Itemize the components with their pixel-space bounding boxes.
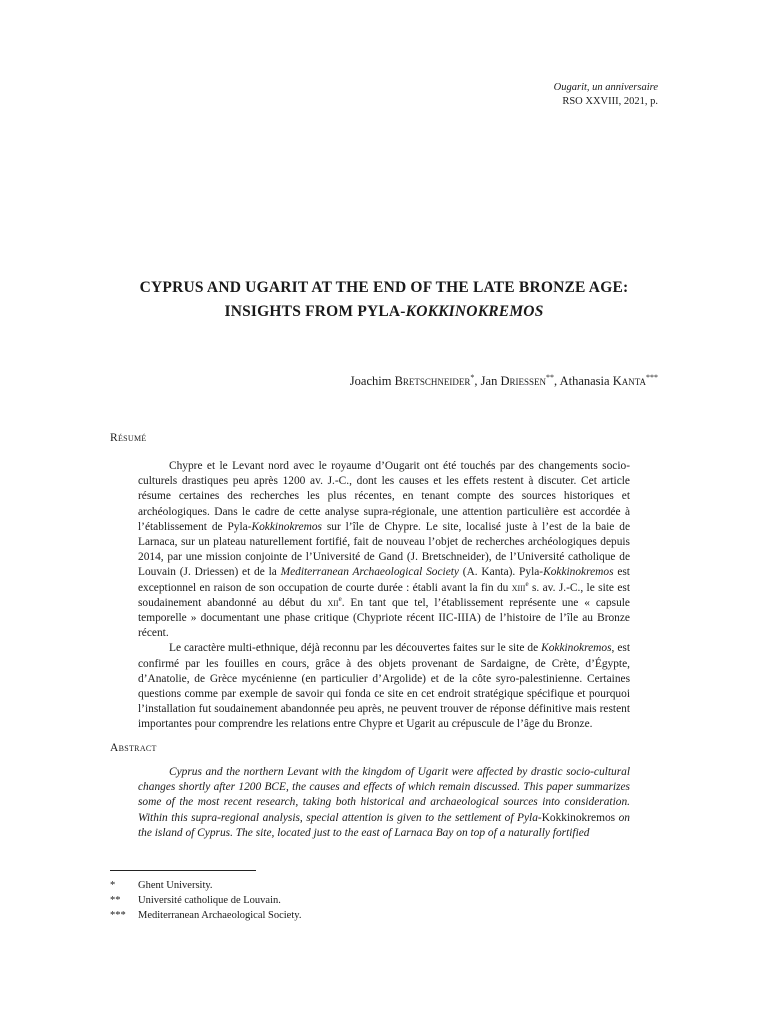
abstract-paragraph-1: Cyprus and the northern Levant with the kingdom of Ugarit were affected by drastic socio-cultural changes shortly after 1200 BCE, the causes and effects of which remain discussed. This paper summarizes some of the most recent research, taking both historical and archaeological sources into consideration. Within this supra-regional analysis, special attention is given to the settlement of Pyla-Kokkinokremos on the island of Cyprus. The site, located just to the east of Larnaca Bay on top of a naturally fortified — [138, 766, 630, 839]
title-line-1: CYPRUS AND UGARIT AT THE END OF THE LATE BRONZE AGE: — [139, 279, 629, 296]
resume-paragraph-1: Chypre et le Levant nord avec le royaume d’Ougarit ont été touchés par des changements socio-culturels drastiques peu après 1200 av. J.-C., dont les causes et les effets restent à discuter. Cet article résume certaines des recherches les plus récentes, en tenant compte des sources historiques et archéologiques. Dans le cadre de cette analyse supra-régionale, une attention particulière est accordée à l’établissement de Pyla-Kokkinokremos sur l’île de Chypre. Le site, localisé juste à l’est de la baie de Larnaca, sur un plateau naturellement fortifié, fait de nouveau l’objet de recherches archéologiques depuis 2014, par une mission conjointe de l’Université de Gand (J. Bretschneider), de l’Université catholique de Louvain (J. Driessen) et de la Mediterranean Archaeological Society (A. Kanta). Pyla-Kokkinokremos est exceptionnel en raison de son occupation de courte durée : établi avant la fin du xiii$^e$ s. av. J.-C., le site est soudainement abandonné au début du xii$^e$. En tant que tel, l’établissement représente une « capsule temporelle » documentant une phase critique (Chypriote récent IIC-IIIA) de l’histoire de l’île au Bronze récent. — [138, 460, 630, 640]
footnote-rule — [110, 870, 256, 871]
author-2: Jan Driessen**, — [480, 372, 560, 388]
resume-heading: Résumé — [110, 432, 147, 444]
footnote-2: ** Université catholique de Louvain. — [110, 895, 281, 906]
author-3: Athanasia Kanta*** — [559, 372, 658, 388]
abstract-heading: Abstract — [110, 742, 157, 754]
resume-body — [138, 459, 630, 733]
abstract-body — [138, 765, 630, 841]
footnote-3: *** Mediterranean Archaeological Society. — [110, 910, 302, 921]
running-reference: RSO XXVIII, 2021, p. — [562, 96, 658, 107]
author-1: Joachim Bretschneider*, — [349, 372, 481, 388]
article-title — [60, 276, 708, 324]
author-list — [350, 374, 658, 389]
footnote-1: * Ghent University. — [110, 880, 213, 891]
title-line-2: INSIGHTS FROM PYLA-KOKKINOKREMOS — [224, 303, 544, 320]
resume-paragraph-2: Le caractère multi-ethnique, déjà reconnu par les découvertes faites sur le site de Kokkinokremos, est confirmé par les fouilles en cours, grâce à des objets provenant de Sardaigne, de Crète, d’Égypte, d’Anatolie, de Grèce mycénienne (en particulier d’Argolide) et de la côte syro-palestinienne. Certaines questions comme par exemple de savoir qui fonda ce site en cet endroit stratégique spécifique et pourquoi l’installation fut soudainement abandonnée peu après, ne peuvent trouver de réponse définitive mais restent importantes pour comprendre les relations entre Chypre et Ugarit au crépuscule de l’âge du Bronze. — [138, 642, 630, 731]
running-title: Ougarit, un anniversaire — [553, 82, 658, 93]
